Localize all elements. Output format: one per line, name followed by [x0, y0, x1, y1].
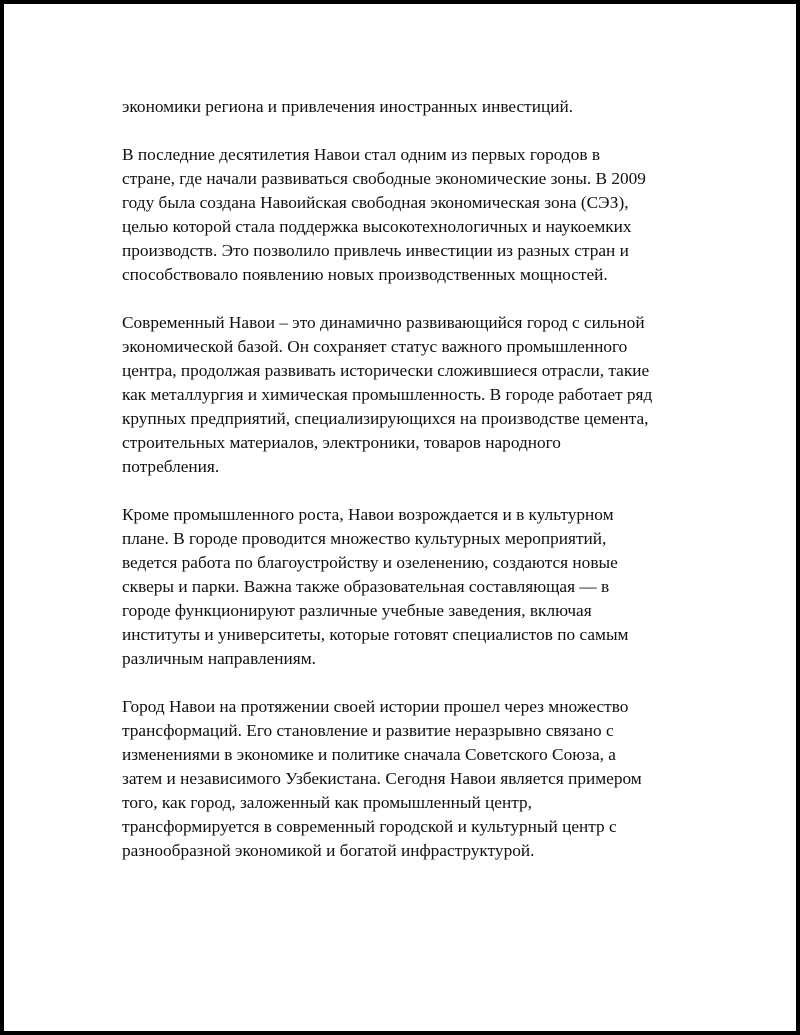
text-line: затем и независимого Узбекистана. Сегодня Навои является примером [122, 769, 642, 788]
text-line: потребления. [122, 457, 220, 476]
text-line: году была создана Навоийская свободная экономическая зона (СЭЗ), [122, 193, 629, 212]
text-line: разнообразной экономикой и богатой инфраструктурой. [122, 841, 535, 860]
text-line: Современный Навои – это динамично развивающийся город с сильной [122, 313, 645, 332]
text-line: скверы и парки. Важна также образовательная составляющая — в [122, 577, 610, 596]
paragraph-1 [122, 95, 687, 119]
text-line: крупных предприятий, специализирующихся на производстве цемента, [122, 409, 649, 428]
text-line: плане. В городе проводится множество культурных мероприятий, [122, 529, 607, 548]
text-line: как металлургия и химическая промышленность. В городе работает ряд [122, 385, 653, 404]
text-line: экономической базой. Он сохраняет статус важного промышленного [122, 337, 628, 356]
document-body [122, 95, 687, 887]
text-line: целью которой стала поддержка высокотехнологичных и наукоемких [122, 217, 632, 236]
text-line: экономики региона и привлечения иностранных инвестиций. [122, 97, 574, 116]
text-line: строительных материалов, электроники, товаров народного [122, 433, 561, 452]
text-line: В последние десятилетия Навои стал одним из первых городов в [122, 145, 600, 164]
text-line: институты и университеты, которые готовят специалистов по самым [122, 625, 629, 644]
text-line: трансформируется в современный городской и культурный центр с [122, 817, 617, 836]
paragraph-5 [122, 695, 687, 863]
text-line: стране, где начали развиваться свободные экономические зоны. В 2009 [122, 169, 646, 188]
text-line: центра, продолжая развивать исторически сложившиеся отрасли, такие [122, 361, 650, 380]
text-line: того, как город, заложенный как промышленный центр, [122, 793, 532, 812]
text-line: трансформаций. Его становление и развитие неразрывно связано с [122, 721, 614, 740]
paragraph-4 [122, 503, 687, 671]
text-line: изменениями в экономике и политике сначала Советского Союза, а [122, 745, 616, 764]
text-line: различным направлениям. [122, 649, 316, 668]
text-line: способствовало появлению новых производственных мощностей. [122, 265, 608, 284]
text-line: Город Навои на протяжении своей истории прошел через множество [122, 697, 629, 716]
text-line: городе функционируют различные учебные заведения, включая [122, 601, 592, 620]
text-line: Кроме промышленного роста, Навои возрождается и в культурном [122, 505, 614, 524]
paragraph-2 [122, 143, 687, 287]
text-line: производств. Это позволило привлечь инвестиции из разных стран и [122, 241, 629, 260]
paragraph-3 [122, 311, 687, 479]
text-line: ведется работа по благоустройству и озеленению, создаются новые [122, 553, 618, 572]
